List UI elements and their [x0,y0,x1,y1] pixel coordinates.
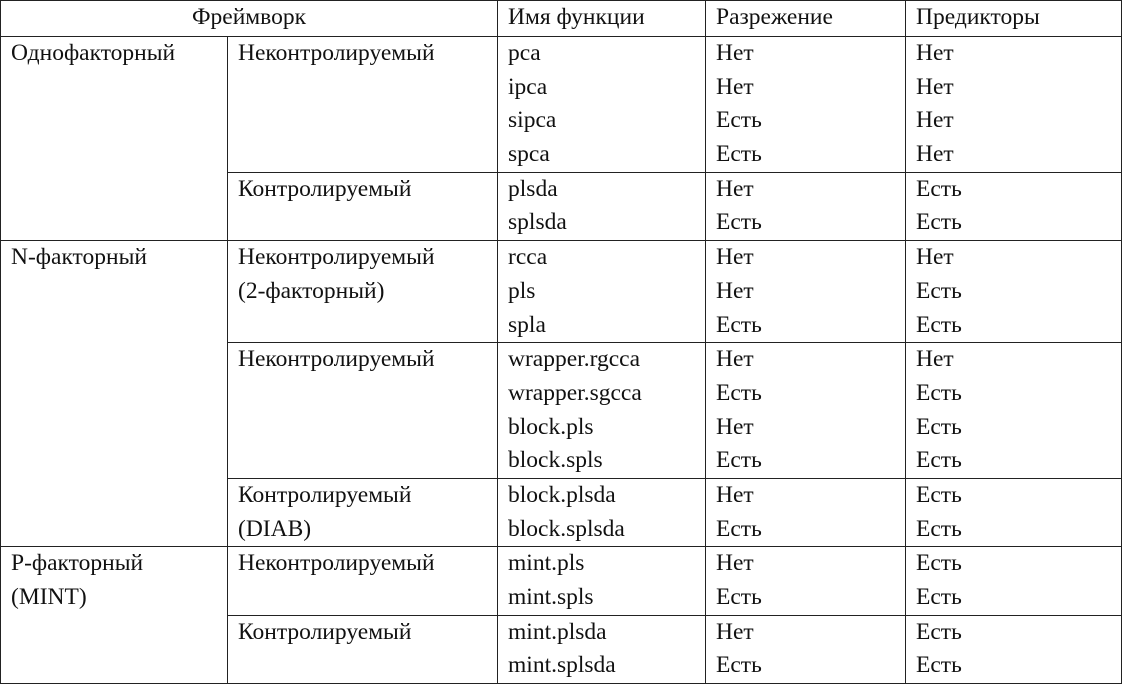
predictors-value: Есть [916,652,962,679]
predictors-value: Нет [916,141,954,168]
sparse-cell [706,241,906,343]
function-name: pca [508,40,541,66]
sparse-value: Есть [716,141,762,168]
sparse-cell [706,478,906,546]
predictors-value: Нет [916,73,954,100]
factor-cell [1,547,228,684]
predictors-value: Есть [916,277,962,304]
function-name: splsda [508,209,567,236]
function-name: plsda [508,175,558,202]
type-cell [228,547,498,615]
sparse-cell [706,547,906,615]
predictors-value: Нет [916,244,954,271]
predictors-cell [906,37,1122,173]
sparse-value: Есть [716,584,762,610]
group-row [1,241,1122,343]
predictors-value: Есть [916,584,962,610]
predictors-cell [906,172,1122,240]
factor-cell [1,241,228,547]
sparse-value: Нет [716,550,754,577]
function-name: spla [508,311,546,338]
sparse-value: Нет [716,244,754,271]
type-label: Неконтролируемый [238,346,435,373]
sparse-value: Есть [716,311,762,338]
type-cell [228,172,498,240]
predictors-cell [906,615,1122,683]
predictors-cell [906,547,1122,615]
function-name: block.spls [508,447,603,474]
type-label: (2-факторный) [238,277,385,304]
sparse-value: Нет [716,481,754,508]
header-function-name: Имя функции [498,1,706,37]
predictors-value: Нет [916,40,954,66]
type-label: Неконтролируемый [238,40,435,66]
predictors-value: Есть [916,311,962,338]
predictors-value: Нет [916,107,954,134]
predictors-value: Есть [916,447,962,474]
function-cell [498,547,706,615]
sparse-value: Есть [716,379,762,406]
function-name: mint.plsda [508,618,607,645]
factor-cell [1,37,228,241]
sparse-value: Нет [716,175,754,202]
function-name: wrapper.sgcca [508,379,642,406]
predictors-cell [906,478,1122,546]
group-row [1,547,1122,615]
function-cell [498,241,706,343]
predictors-value: Есть [916,481,962,508]
predictors-value: Есть [916,515,962,542]
type-label: Неконтролируемый [238,244,435,271]
type-cell [228,478,498,546]
sparse-value: Нет [716,618,754,645]
header-sparse: Разрежение [706,1,906,37]
group-row [1,37,1122,173]
function-cell [498,172,706,240]
type-label: Контролируемый [238,175,412,202]
sparse-value: Есть [716,652,762,679]
type-label: Неконтролируемый [238,550,435,577]
function-name: spca [508,141,550,168]
sparse-value: Нет [716,277,754,304]
function-name: ipca [508,73,548,100]
predictors-value: Есть [916,550,962,577]
header-predictors: Предикторы [906,1,1122,37]
sparse-value: Есть [716,107,762,134]
factor-label: N-факторный [11,244,147,271]
predictors-value: Есть [916,209,962,236]
sparse-value: Нет [716,413,754,440]
predictors-cell [906,343,1122,479]
function-name: rcca [508,244,548,271]
function-name: mint.pls [508,550,585,577]
factor-label: Однофакторный [11,40,176,66]
factor-label: P-факторный [11,550,144,577]
sparse-value: Есть [716,447,762,474]
type-cell [228,37,498,173]
function-name: mint.spls [508,584,594,610]
predictors-value: Есть [916,413,962,440]
function-cell [498,615,706,683]
sparse-cell [706,37,906,173]
header-framework: Фреймворк [1,1,498,37]
function-cell [498,343,706,479]
header-row [1,1,1122,37]
sparse-value: Есть [716,209,762,236]
sparse-value: Нет [716,73,754,100]
function-name: block.pls [508,413,594,440]
type-cell [228,615,498,683]
table-body [1,37,1122,684]
sparse-value: Нет [716,346,754,373]
function-name: block.plsda [508,481,616,508]
sparse-value: Нет [716,40,754,66]
predictors-value: Есть [916,175,962,202]
sparse-value: Есть [716,515,762,542]
function-name: mint.splsda [508,652,616,679]
sparse-cell [706,172,906,240]
predictors-value: Нет [916,346,954,373]
type-label: (DIAB) [238,515,312,542]
predictors-cell [906,241,1122,343]
sparse-cell [706,343,906,479]
type-label: Контролируемый [238,481,412,508]
factor-label: (MINT) [11,584,87,610]
function-name: sipca [508,107,557,134]
predictors-value: Есть [916,379,962,406]
function-cell [498,478,706,546]
function-name: pls [508,277,536,304]
function-name: block.splsda [508,515,625,542]
function-cell [498,37,706,173]
sparse-cell [706,615,906,683]
type-cell [228,343,498,479]
type-cell [228,241,498,343]
function-name: wrapper.rgcca [508,346,641,373]
type-label: Контролируемый [238,618,412,645]
predictors-value: Есть [916,618,962,645]
